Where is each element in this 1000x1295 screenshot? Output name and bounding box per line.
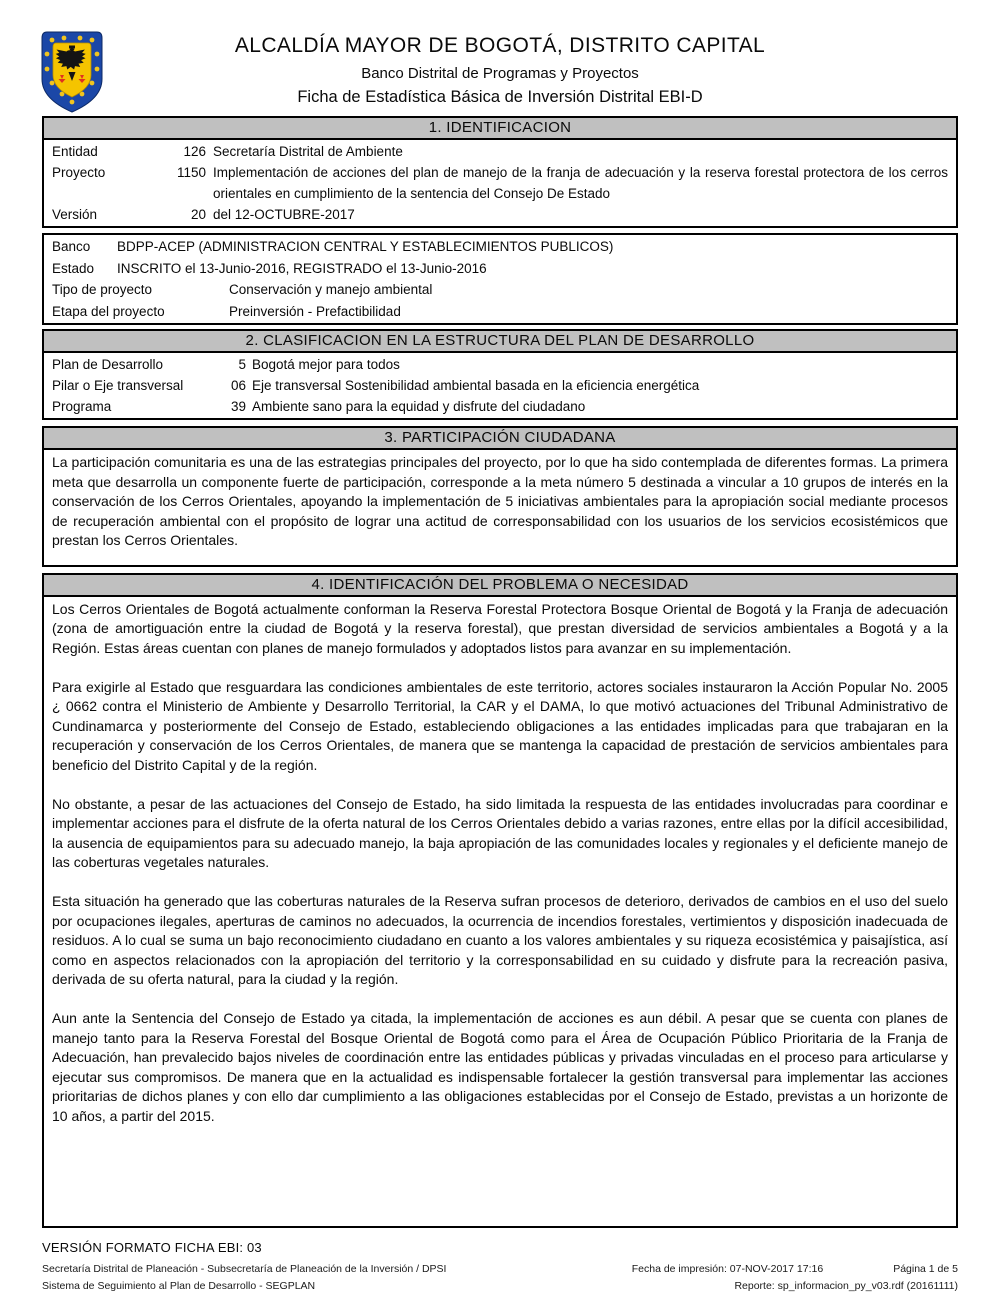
table-row <box>44 279 956 301</box>
section-header-problema: 4. IDENTIFICACIÓN DEL PROBLEMA O NECESIDAD <box>42 573 958 597</box>
field-value: BDPP-ACEP (ADMINISTRACION CENTRAL Y ESTABLECIMIENTOS PUBLICOS) <box>117 239 614 254</box>
report-id: Reporte: sp_informacion_py_v03.rdf (20161111) <box>734 1280 958 1292</box>
field-label: Versión <box>52 207 98 222</box>
bogota-coat-of-arms-logo <box>40 31 104 113</box>
field-value: Bogotá mejor para todos <box>252 357 400 372</box>
field-label: Programa <box>52 399 112 414</box>
format-version-label: VERSIÓN FORMATO FICHA EBI: 03 <box>42 1240 262 1255</box>
page-title: ALCALDÍA MAYOR DE BOGOTÁ, DISTRITO CAPITAL <box>234 34 766 57</box>
section-header-participacion: 3. PARTICIPACIÓN CIUDADANA <box>42 426 958 450</box>
section-header-identificacion: 1. IDENTIFICACION <box>42 116 958 140</box>
field-code: 5 <box>238 357 246 372</box>
footer-left <box>42 1261 446 1295</box>
participacion-text-box <box>42 450 958 567</box>
field-code: 20 <box>190 207 206 222</box>
field-value: Eje transversal Sostenibilidad ambiental basada en la eficiencia energética <box>252 378 700 393</box>
paragraph: Los Cerros Orientales de Bogotá actualmente conforman la Reserva Forestal Protectora Bosque Oriental de Bogotá y la Franja de adecuación (zona de amortiguación entre la ciudad de Bogotá y la reserva forestal), que prestan diversidad de servicios ambientales a Bogotá y a la Región. Estas áreas cuentan con planes de manejo formulados y adoptados listos para avanzar en su implementación. <box>52 600 948 656</box>
field-value: Ambiente sano para la equidad y disfrute del ciudadano <box>252 399 586 414</box>
field-code: 06 <box>230 378 246 393</box>
paragraph: Esta situación ha generado que las coberturas naturales de la Reserva sufran procesos de deterioro, derivados de cambios en el uso del suelo por ocupaciones ilegales, aperturas de caminos no adecuados, la ocurrencia de incendios forestales, vertimientos y disposición inadecuada de residuos. A lo cual se suma un bajo reconocimiento ciudadano en cuanto a los valores ambientales y su riqueza ecosistémica y paisajística, así como en aspectos relacionados con la apropiación del territorio y la corresponsabilidad en su cuidado y disfrute para la recreación pasiva, derivada de su oferta natural, para la ciudad y la región. <box>52 893 948 987</box>
field-value: del 12-OCTUBRE-2017 <box>213 207 355 222</box>
field-label: Estado <box>52 260 95 276</box>
paragraph: Para exigirle al Estado que resguardara las condiciones ambientales de este territorio, actores sociales instauraron la Acción Popular No. 2005 ¿ 0662 contra el Ministerio de Ambiente y Desarrollo Territorial, la CAR y el DAMA, lo que motivó actuaciones del Tribunal Administrativo de Cundinamarca y posteriormente del Consejo de Estado, estableciendo obligaciones a las entidades implicadas para que trabajaran en la recuperación y conservación de los Cerros Orientales, de manera que se mantenga la capacidad de prestación de servicios ambientales para beneficio del Distrito Capital y de la región. <box>52 678 948 773</box>
table-row <box>44 162 956 204</box>
field-code: 126 <box>183 144 206 159</box>
page-subtitle-2: Ficha de Estadística Básica de Inversión Distrital EBI-D <box>297 88 703 106</box>
footer-right <box>632 1261 958 1295</box>
table-row <box>44 258 956 280</box>
field-value: Secretaría Distrital de Ambiente <box>213 144 403 159</box>
print-date: Fecha de impresión: 07-NOV-2017 17:16 <box>631 1263 824 1275</box>
table-row <box>44 141 956 162</box>
page-subtitle-1: Banco Distrital de Programas y Proyectos <box>361 65 639 82</box>
field-label: Etapa del proyecto <box>52 303 165 319</box>
field-value: INSCRITO el 13-Junio-2016, REGISTRADO el 13-Junio-2016 <box>117 260 487 276</box>
coat-of-arms-icon <box>40 31 104 113</box>
footer-system-line: Sistema de Seguimiento al Plan de Desarrollo - SEGPLAN <box>42 1280 316 1292</box>
field-code: 1150 <box>176 165 206 180</box>
field-label: Tipo de proyecto <box>52 282 153 297</box>
page-number: Página 1 de 5 <box>893 1263 958 1275</box>
field-label: Pilar o Eje transversal <box>52 378 184 393</box>
table-row <box>44 375 956 396</box>
field-code: 39 <box>230 399 246 414</box>
field-label: Plan de Desarrollo <box>52 357 164 372</box>
registro-table <box>42 233 958 325</box>
problema-text-box <box>42 597 958 1228</box>
table-row <box>44 236 956 258</box>
field-label: Entidad <box>52 144 98 159</box>
document-header <box>0 0 1000 107</box>
table-row <box>44 396 956 417</box>
clasificacion-table <box>42 353 958 420</box>
field-value: Implementación de acciones del plan de manejo de la franja de adecuación y la reserva forestal protectora de los cerros orientales en cumplimiento de la sentencia del Consejo De Estado <box>213 165 948 201</box>
section-header-clasificacion: 2. CLASIFICACION EN LA ESTRUCTURA DEL PLAN DE DESARROLLO <box>42 329 958 353</box>
field-label: Proyecto <box>52 165 106 180</box>
paragraph: La participación comunitaria es una de las estrategias principales del proyecto, por lo que ha sido contemplada de diferentes formas. La primera meta que desarrolla un componente fuerte de participación, corresponde a la meta número 5 destinada a vincular a 10 grupos de interés en la conservación de los Cerros Orientales, apoyando la implementación de 5 iniciativas ambientales para la apropiación social mediante procesos de recuperación ambiental con el propósito de lograr una actitud de corresponsabilidad con los usuarios de los servicios ecosistémicos que prestan los Cerros Orientales. <box>52 454 948 548</box>
form-body <box>42 116 958 1228</box>
table-row <box>44 204 956 225</box>
paragraph: No obstante, a pesar de las actuaciones del Consejo de Estado, ha sido limitada la respuesta de las entidades involucradas para coordinar e implementar acciones para el disfrute de la oferta natural de los Cerros Orientales debido a varias razones, entre ellas por la difícil accesibilidad, la ausencia de equipamientos para su adecuado manejo, la baja apropiación de las comunidades locales y regionales y el deficiente manejo de las coberturas vegetales naturales. <box>52 795 948 870</box>
table-row <box>44 354 956 375</box>
paragraph: Aun ante la Sentencia del Consejo de Estado ya citada, la implementación de acciones es aun débil. A pesar que se cuenta con planes de manejo tanto para la Reserva Forestal del Bosque Oriental de Bogotá como para el Área de Ocupación Público Prioritaria de la Franja de Adecuación, han prevalecido bajos niveles de coordinación entre las entidades públicas y privadas vinculadas en el proceso para articularse y ejecutar sus compromisos. De manera que en la actualidad es indispensable fortalecer la gestión transversal para implementar las acciones prioritarias de dichos planes y con ello dar cumplimiento a las obligaciones establecidas por el Consejo de Estado, previstas a un horizonte de 10 años, a partir del 2015. <box>52 1010 948 1124</box>
field-label: Banco <box>52 239 91 254</box>
footer-entity-line: Secretaría Distrital de Planeación - Subsecretaría de Planeación de la Inversión / DPSI <box>42 1263 447 1275</box>
table-row <box>44 301 956 323</box>
field-value: Preinversión - Prefactibilidad <box>229 303 401 319</box>
identificacion-table <box>42 140 958 228</box>
field-value: Conservación y manejo ambiental <box>229 282 433 297</box>
page-footer <box>42 1240 958 1295</box>
